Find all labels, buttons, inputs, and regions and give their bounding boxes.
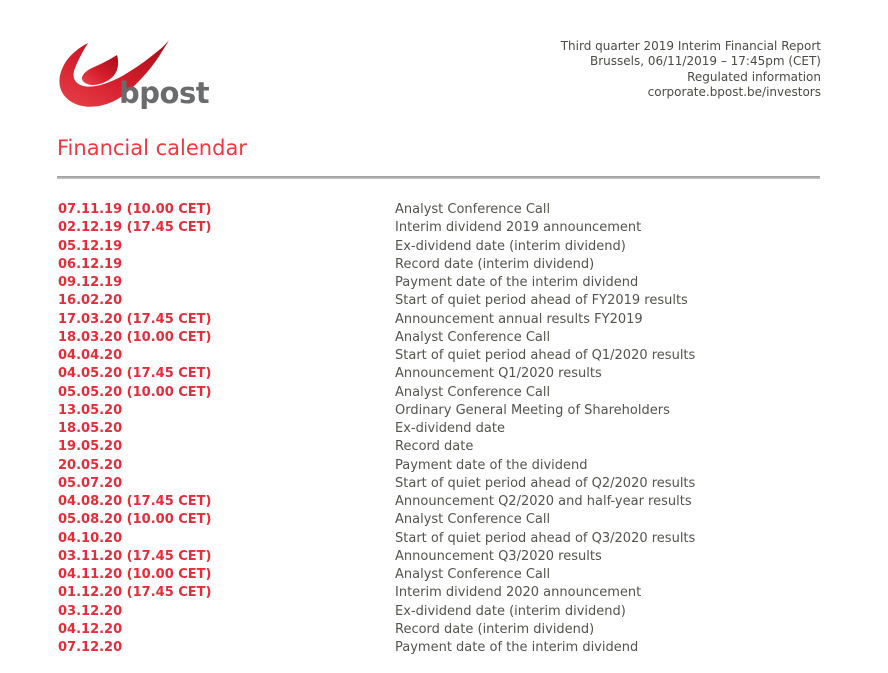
calendar-event: Announcement Q2/2020 and half-year results [395,494,692,509]
financial-calendar-table [58,201,833,657]
calendar-row [58,219,833,237]
calendar-date: 04.11.20 (10.00 CET) [58,567,212,582]
calendar-date: 01.12.20 (17.45 CET) [58,585,212,601]
calendar-date: 04.08.20 (17.45 CET) [58,494,212,509]
calendar-row [58,603,833,621]
calendar-row [58,311,833,329]
calendar-date: 16.02.20 [58,293,123,309]
calendar-event: Start of quiet period ahead of Q3/2020 results [395,530,696,546]
calendar-event: Interim dividend 2019 announcement [395,220,642,236]
calendar-event: Start of quiet period ahead of Q2/2020 results [395,475,696,491]
document-info [561,39,821,101]
calendar-event: Ex-dividend date (interim dividend) [395,603,626,619]
calendar-date: 04.04.20 [58,348,123,363]
calendar-row [58,548,833,566]
calendar-date: 18.03.20 (10.00 CET) [58,329,212,345]
calendar-event: Interim dividend 2020 announcement [395,585,642,601]
calendar-date: 05.05.20 (10.00 CET) [58,384,212,400]
calendar-event: Record date (interim dividend) [395,256,595,272]
doc-info-regulated: Regulated information [687,69,821,84]
calendar-row [58,420,833,438]
calendar-event: Analyst Conference Call [395,567,551,582]
calendar-row [58,639,833,657]
calendar-row [58,384,833,402]
calendar-row [58,256,833,274]
calendar-date: 05.12.19 [58,238,123,254]
calendar-date: 05.08.20 (10.00 CET) [58,512,212,528]
doc-info-investor-url: corporate.bpost.be/investors [647,85,821,100]
divider-rule [57,176,820,179]
calendar-date: 02.12.19 (17.45 CET) [58,220,212,236]
calendar-date: 04.05.20 (17.45 CET) [58,366,212,382]
calendar-event: Announcement annual results FY2019 [395,311,643,327]
calendar-row [58,457,833,475]
calendar-date: 07.11.19 (10.00 CET) [58,202,212,217]
calendar-date: 18.05.20 [58,421,123,436]
calendar-event: Ex-dividend date (interim dividend) [395,238,626,254]
calendar-row [58,475,833,493]
calendar-event: Record date (interim dividend) [395,621,595,637]
calendar-row [58,530,833,548]
doc-info-date-line: Brussels, 06/11/2019 – 17:45pm (CET) [589,54,821,69]
calendar-event: Analyst Conference Call [395,384,551,400]
calendar-date: 04.10.20 [58,530,123,546]
calendar-row [58,292,833,310]
calendar-date: 03.12.20 [58,603,123,619]
doc-info-report-title: Third quarter 2019 Interim Financial Report [560,39,821,53]
calendar-date: 09.12.19 [58,275,123,290]
calendar-row [58,347,833,365]
calendar-date: 03.11.20 (17.45 CET) [58,548,212,564]
calendar-event: Analyst Conference Call [395,202,551,217]
calendar-row [58,329,833,347]
calendar-date: 07.12.20 [58,640,123,655]
calendar-row [58,438,833,456]
page-title: Financial calendar [57,136,247,160]
calendar-event: Announcement Q1/2020 results [395,366,602,382]
calendar-row [58,402,833,420]
calendar-event: Start of quiet period ahead of FY2019 results [395,293,688,309]
calendar-row [58,584,833,602]
calendar-row [58,201,833,219]
calendar-date: 17.03.20 (17.45 CET) [58,311,212,327]
calendar-event: Analyst Conference Call [395,329,551,345]
calendar-event: Start of quiet period ahead of Q1/2020 results [395,348,696,363]
calendar-event: Ordinary General Meeting of Shareholders [395,402,670,418]
calendar-date: 13.05.20 [58,402,123,418]
calendar-event: Announcement Q3/2020 results [395,548,602,564]
calendar-event: Payment date of the dividend [395,457,588,473]
calendar-row [58,274,833,292]
calendar-event: Analyst Conference Call [395,512,551,528]
calendar-date: 19.05.20 [58,439,123,455]
calendar-row [58,511,833,529]
calendar-date: 04.12.20 [58,621,123,637]
calendar-row [58,566,833,584]
calendar-date: 05.07.20 [58,475,123,491]
calendar-event: Record date [395,439,474,455]
bpost-logo-text: bpost [119,76,210,110]
bpost-logo [58,36,288,110]
calendar-row [58,365,833,383]
calendar-row [58,621,833,639]
calendar-event: Payment date of the interim dividend [395,275,639,290]
calendar-row [58,238,833,256]
calendar-date: 06.12.19 [58,256,123,272]
calendar-event: Ex-dividend date [395,421,505,436]
calendar-event: Payment date of the interim dividend [395,640,639,655]
calendar-date: 20.05.20 [58,457,123,473]
calendar-row [58,493,833,511]
